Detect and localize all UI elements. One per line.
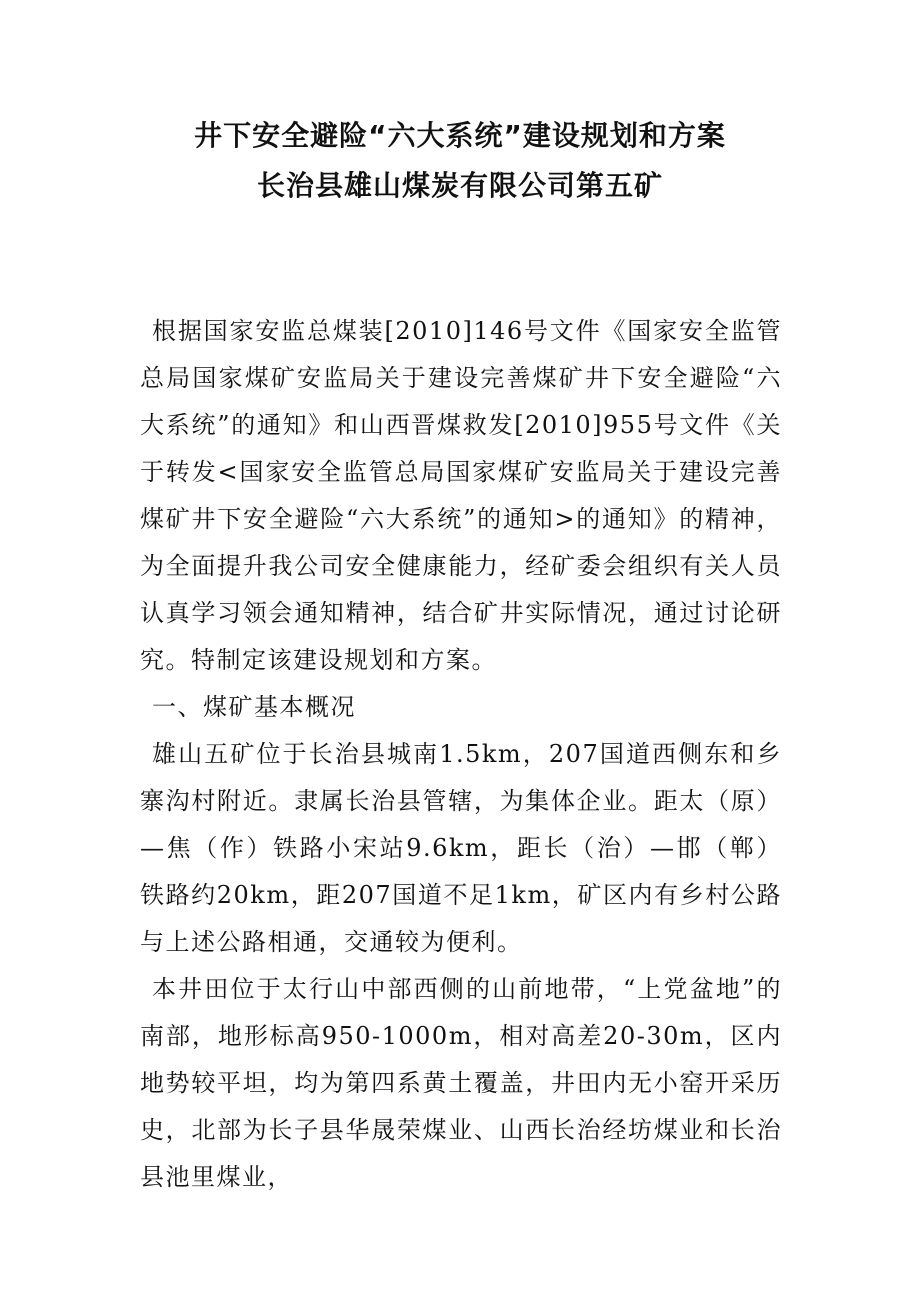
- section-heading: 一、煤矿基本概况: [152, 693, 356, 721]
- document-subtitle: 长治县雄山煤炭有限公司第五矿: [256, 169, 663, 202]
- document-title: 井下安全避险“六大系统”建设规划和方案: [194, 119, 726, 152]
- intro-paragraph: 根据国家安监总煤装[2010]146号文件《国家安全监管总局国家煤矿安监局关于建设完善煤矿井下安全避险“六大系统”的通知》和山西晋煤救发[2010]955号文件《关于转发<国家安全监管总局国家煤矿安监局关于建设完善煤矿井下安全避险“六大系统”的通知>的通知》的精神，为全面提升我公司安全健康能力，经矿委会组织有关人员认真学习领会通知精神，结合矿井实际情况，通过讨论研究。特制定该建设规划和方案。: [140, 317, 782, 674]
- geography-paragraph: 本井田位于太行山中部西侧的山前地带，“上党盆地”的南部，地形标高950-1000m，相对高差20-30m，区内地势较平坦，均为第四系黄土覆盖，井田内无小窑开采历史，北部为长子县华晟荣煤业、山西长治经坊煤业和长治县池里煤业，: [140, 975, 782, 1191]
- location-paragraph: 雄山五矿位于长治县城南1.5km，207国道西侧东和乡寨沟村附近。隶属长治县管辖，为集体企业。距太（原）—焦（作）铁路小宋站9.6km，距长（治）—邯（郸）铁路约20km，距207国道不足1km，矿区内有乡村公路与上述公路相通，交通较为便利。: [140, 740, 782, 956]
- document-body: [140, 308, 782, 1201]
